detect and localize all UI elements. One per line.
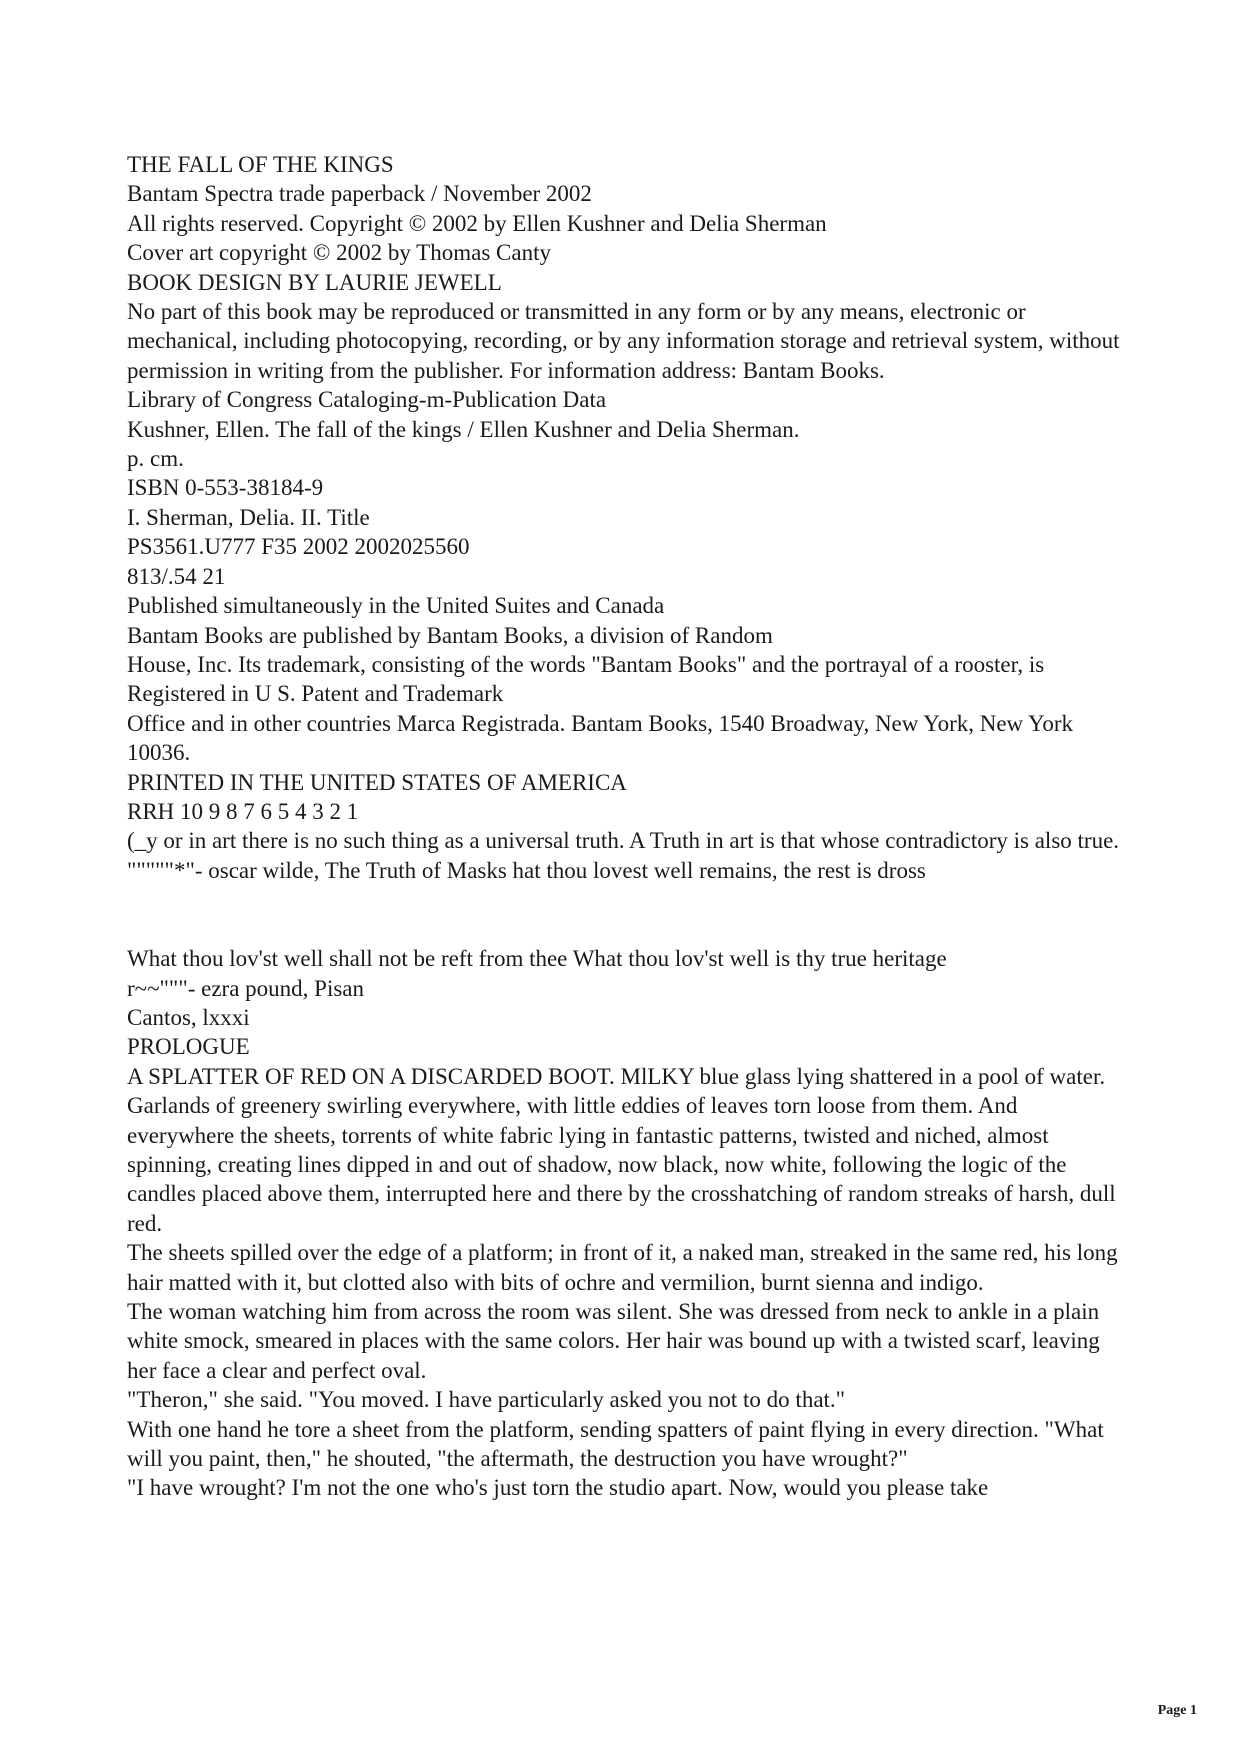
prologue-paragraph: "I have wrought? I'm not the one who's just torn the studio apart. Now, would you please take [127,1475,989,1501]
isbn-line: ISBN 0-553-38184-9 [127,475,324,501]
printed-line: PRINTED IN THE UNITED STATES OF AMERICA [127,769,627,795]
page-body [127,150,1127,1503]
edition-line: Bantam Spectra trade paperback / November 2002 [127,181,592,207]
epigraph-wilde-attribution: """""*"- oscar wilde, The Truth of Masks hat thou lovest well remains, the rest is dross [127,857,926,883]
lc-classification: PS3561.U777 F35 2002 2002025560 [127,534,470,560]
epigraph-pound-attribution: r~~"""- ezra pound, Pisan [127,975,364,1001]
printing-line: RRH 10 9 8 7 6 5 4 3 2 1 [127,798,359,824]
publisher-line-1: Bantam Books are published by Bantam Books, a division of Random [127,622,773,648]
cip-author: Kushner, Ellen. The fall of the kings / Ellen Kushner and Delia Sherman. [127,416,800,442]
cover-art-line: Cover art copyright © 2002 by Thomas Canty [127,240,551,266]
epigraph-pound: What thou lov'st well shall not be reft from thee What thou lov'st well is thy true heritage [127,946,947,972]
prologue-paragraph: A SPLATTER OF RED ON A DISCARDED BOOT. MlLKY blue glass lying shattered in a pool of water. Garlands of greenery swirling everywhere, with little eddies of leaves torn loose from them. And everywhere the sheets, torrents of white fabric lying in fantastic patterns, twisted and niched, almost spinning, creating lines dipped in and out of shadow, now black, now white, following the logic of the candles placed above them, interrupted here and there by the crosshatching of random streaks of harsh, dull red. [127,1063,1116,1236]
epigraph-wilde: (_y or in art there is no such thing as a universal truth. A Truth in art is that whose contradictory is also true. [127,828,1120,854]
dewey-classification: 813/.54 21 [127,563,226,589]
publisher-line-2: House, Inc. Its trademark, consisting of the words "Bantam Books" and the portrayal of a rooster, is Registered in U S. Patent and Trademark [127,651,1045,707]
copyright-notice: No part of this book may be reproduced or transmitted in any form or by any means, electronic or mechanical, including photocopying, recording, or by any information storage and retrieval system, without permission in writing from the publisher. For information address: Bantam Books. [127,299,1120,383]
publisher-line-3: Office and in other countries Marca Registrada. Bantam Books, 1540 Broadway, New York, New York 10036. [127,710,1074,766]
book-title: THE FALL OF THE KINGS [127,152,394,177]
prologue-heading: PROLOGUE [127,1034,250,1060]
prologue-paragraph: The woman watching him from across the room was silent. She was dressed from neck to ankle in a plain white smock, smeared in places with the same colors. Her hair was bound up with a twisted scarf, leaving her face a clear and perfect oval. [127,1299,1100,1383]
epigraph-pound-cantos: Cantos, lxxxi [127,1004,250,1030]
prologue-paragraph: The sheets spilled over the edge of a platform; in front of it, a naked man, streaked in the same red, his long hair matted with it, but clotted also with bits of ochre and vermilion, burnt sienna and indigo. [127,1240,1118,1295]
published-line: Published simultaneously in the United Suites and Canada [127,593,665,619]
rights-line: All rights reserved. Copyright © 2002 by Ellen Kushner and Delia Sherman [127,210,827,236]
page-number: Page 1 [1157,1703,1197,1718]
prologue-paragraph: "Theron," she said. "You moved. I have particularly asked you not to do that." [127,1387,846,1413]
prologue-paragraph: With one hand he tore a sheet from the platform, sending spatters of paint flying in every direction. "What will you paint, then," he shouted, "the aftermath, the destruction you have wrought?" [127,1416,1104,1472]
cip-heading: Library of Congress Cataloging-m-Publication Data [127,387,607,413]
design-line: BOOK DESIGN BY LAURIE JEWELL [127,269,502,295]
section-gap [127,885,1127,944]
cip-pages: p. cm. [127,446,184,472]
cip-subject: I. Sherman, Delia. II. Title [127,504,370,530]
